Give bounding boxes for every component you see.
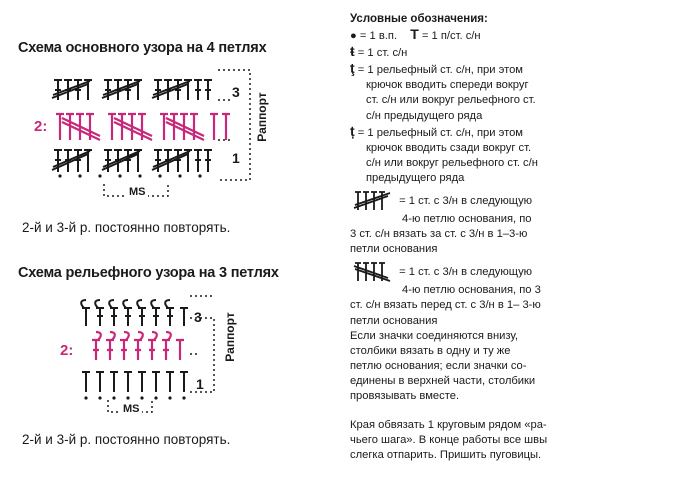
legend-bpdc-line2: крючок вводить сзади вокруг ст. <box>366 141 532 154</box>
legend-finishing-line1: Края обвязать 1 круговым рядом «ра- <box>350 419 547 432</box>
chart2-row2-label: 2: <box>60 342 74 359</box>
legend-cross-behind-line4: петли основания <box>350 243 438 256</box>
legend-chain-row <box>350 27 670 44</box>
chart1-row2 <box>56 114 230 140</box>
legend-note-line3: петлю основания; если значки со- <box>350 359 527 372</box>
legend-finishing-line2: чьего шага». В конце работы все швы <box>350 434 548 447</box>
chart2-ms-label: MS <box>123 403 140 415</box>
legend-note <box>350 329 670 404</box>
half-dc-icon: T <box>410 26 419 43</box>
legend-note-line5: провязывать вместе. <box>350 389 460 402</box>
legend-bpdc-line3: с/н или вокруг рельефного ст. с/н <box>366 156 538 169</box>
legend-finishing <box>350 418 670 463</box>
chart1-title: Схема основного узора на 4 петлях <box>18 40 267 56</box>
legend-bpdc-line1: = 1 рельефный ст. с/н, при этом <box>357 126 523 139</box>
legend-cross-front-line2: 4-ю петлю основания, по 3 <box>402 284 541 297</box>
chart2-title: Схема рельефного узора на 3 петлях <box>18 265 279 281</box>
legend-cross-behind-line2: 4-ю петлю основания, по <box>402 213 532 226</box>
chart2-row3 <box>81 300 188 326</box>
legend-fpdc-line3: ст. с/н или вокруг рельефного ст. <box>366 94 536 107</box>
legend-cross-front-line1: = 1 ст. с 3/н в следующую <box>399 266 533 279</box>
legend-cross-front-line3: ст. с/н вязать перед ст. с 3/н в 1– 3-ю <box>350 299 541 312</box>
chart1-row1-label: 1 <box>232 150 240 166</box>
legend-cross-behind-line1: = 1 ст. с 3/н в следующую <box>399 195 533 208</box>
chart2-base-dots <box>84 396 185 399</box>
legend-fpdc-line2: крючок вводить спереди вокруг <box>366 79 529 92</box>
legend-hdc-text: = 1 п/ст. с/н <box>421 30 481 43</box>
chart1-base-dots <box>58 174 201 177</box>
legend-note-line2: столбики вязать в одну и ту же <box>350 344 511 357</box>
legend-chain-text: = 1 в.п. <box>359 30 398 43</box>
legend-note-line1: Если значки соединяются внизу, <box>350 329 518 342</box>
legend-cross-behind-row <box>350 186 670 257</box>
cross-front-icon <box>350 257 396 283</box>
chart2-footer: 2-й и 3-й р. постоянно повторять. <box>22 432 231 447</box>
back-post-dc-icon: ț <box>350 122 355 139</box>
legend-cross-front-line4: петли основания <box>350 314 438 327</box>
chart1-footer: 2-й и 3-й р. постоянно повторять. <box>22 220 231 235</box>
legend-fpdc-row <box>350 61 670 123</box>
chart1-row3-label: 3 <box>232 84 240 100</box>
legend-finishing-line3: слегка отпарить. Пришить пуговицы. <box>350 449 542 462</box>
chart1-ms-label: MS <box>129 186 146 198</box>
chart1-diagram <box>0 0 340 478</box>
legend <box>350 12 670 463</box>
chart1-row3 <box>52 80 212 100</box>
chart1-row2-label: 2: <box>34 118 48 135</box>
chart2-row2 <box>92 332 184 360</box>
legend-fpdc-line4: с/н предыдущего ряда <box>366 109 483 122</box>
dc-icon: ŧ <box>350 43 355 60</box>
chart2-row1-label: 1 <box>196 376 204 392</box>
legend-bpdc-line4: предыдущего ряда <box>366 171 465 184</box>
chart1-row1 <box>52 150 212 172</box>
chart2-row1 <box>82 372 188 392</box>
chart1-repeat-label: Раппорт <box>255 92 269 142</box>
legend-bpdc-row <box>350 124 670 186</box>
legend-note-line4: единены в верхней части, столбики <box>350 374 536 387</box>
legend-dc-row <box>350 44 670 61</box>
chain-dot-icon: ● <box>350 30 357 43</box>
legend-cross-front-row <box>350 257 670 328</box>
legend-dc-text: = 1 ст. с/н <box>357 47 408 60</box>
chart2-repeat-label: Раппорт <box>223 312 237 362</box>
chart2-row3-label: 3 <box>194 309 202 325</box>
legend-fpdc-line1: = 1 рельефный ст. с/н, при этом <box>357 64 523 77</box>
front-post-dc-icon: ţ <box>350 60 355 77</box>
legend-title: Условные обозначения: <box>350 13 488 25</box>
legend-cross-behind-line3: 3 ст. с/н вязать за ст. с 3/н в 1–3-ю <box>350 228 528 241</box>
cross-behind-icon <box>350 186 396 212</box>
